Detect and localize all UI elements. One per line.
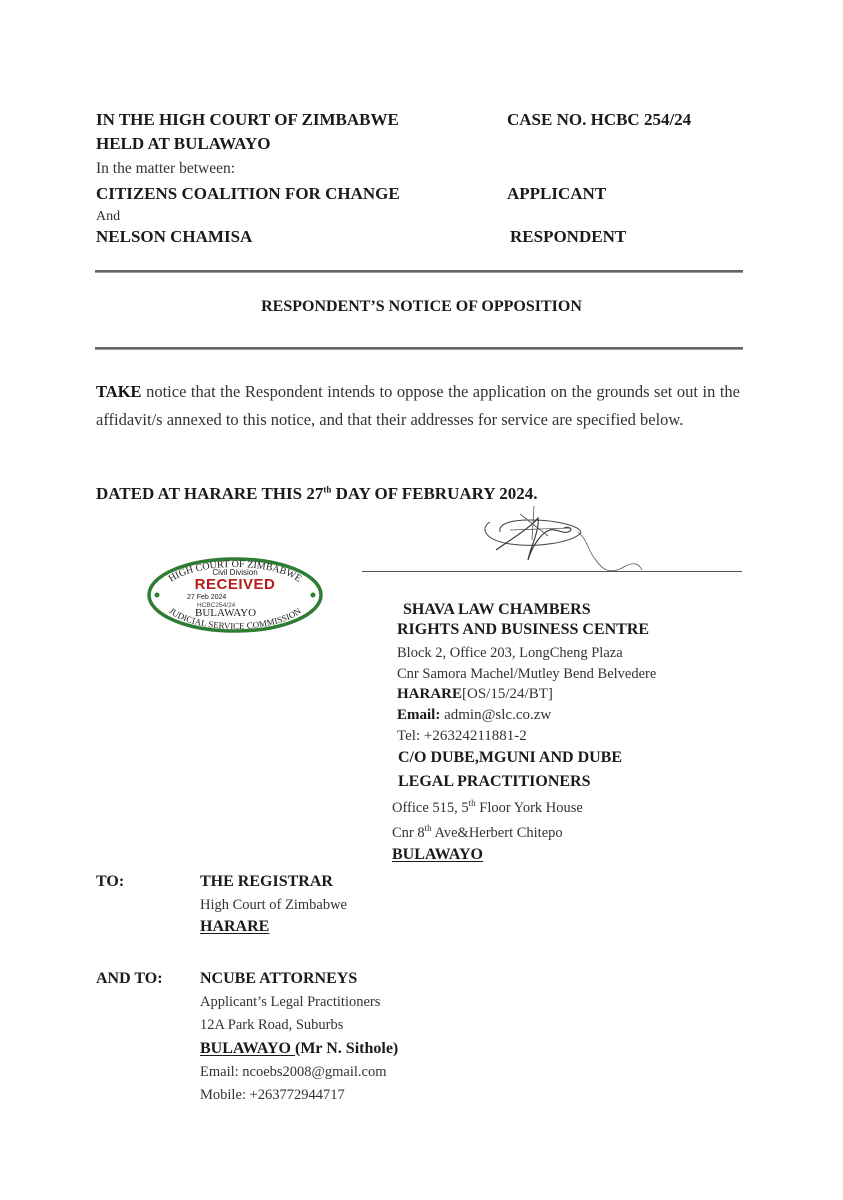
respondent-role: RESPONDENT [510,227,627,246]
and-word: And [96,209,121,224]
to-name: THE REGISTRAR [200,873,333,890]
dated-prefix: DATED AT HARARE THIS 27 [96,484,324,503]
co-addr2-post: Ave&Herbert Chitepo [431,824,563,841]
co-addr1-pre: Office 515, 5 [392,799,469,816]
and-to-line1: Applicant’s Legal Practitioners [200,994,381,1010]
notice-body [96,378,740,433]
care-of-city: BULAWAYO [392,846,483,863]
signature-line [362,571,742,572]
title-rule-bottom [95,347,743,350]
and-to-line2: 12A Park Road, Suburbs [200,1017,344,1033]
firm-email[interactable]: admin@slc.co.zw [440,707,552,723]
co-addr2-sup: th [424,823,432,833]
firm-email-line [397,707,551,724]
care-of-firm: C/O DUBE,MGUNI AND DUBE [398,749,623,766]
signature [470,500,670,580]
stamp-top-arc: HIGH COURT OF ZIMBABWE [166,558,304,585]
care-of-firm-2: LEGAL PRACTITIONERS [398,773,591,790]
firm-tel: Tel: +26324211881-2 [397,728,527,744]
matter-between: In the matter between: [96,160,236,177]
notice-text: notice that the Respondent intends to oppose the application on the grounds set out in the affidavit/s annexed to this notice, and that their addresses for service are specified below. [96,382,740,429]
and-to-mobile: Mobile: +263772944717 [200,1087,345,1103]
to-line1: High Court of Zimbabwe [200,897,347,913]
care-of-address-1 [392,798,583,817]
applicant-role: APPLICANT [507,184,607,203]
firm-address-2: Cnr Samora Machel/Mutley Bend Belvedere [397,666,657,682]
and-to-label: AND TO: [96,970,163,987]
respondent-name: NELSON CHAMISA [96,227,253,246]
and-to-email[interactable]: Email: ncoebs2008@gmail.com [200,1064,387,1080]
and-to-city-line [200,1040,398,1058]
stamp-received: RECEIVED [194,576,276,593]
applicant-name: CITIZENS COALITION FOR CHANGE [96,184,400,203]
court-location: HELD AT BULAWAYO [96,134,271,153]
co-addr1-post: Floor York House [475,799,583,816]
to-city: HARARE [200,918,270,935]
stamp-case-ref: HCBC254/24 [197,602,236,609]
dated-suffix: DAY OF FEBRUARY 2024. [331,484,538,503]
dated-sup: th [323,484,332,495]
stamp-bottom-arc: JUDICIAL SERVICE COMMISSION [167,605,303,632]
stamp-date: 27 Feb 2024 [187,594,227,601]
court-name: IN THE HIGH COURT OF ZIMBABWE [96,110,399,129]
care-of-address-2 [392,823,563,842]
take-word: TAKE [96,382,142,401]
title-rule-top [95,270,743,273]
firm-city-line [397,686,553,703]
firm-email-label: Email: [397,707,441,723]
firm-ref: [OS/15/24/BT] [462,686,553,702]
firm-centre: RIGHTS AND BUSINESS CENTRE [397,621,650,638]
document-title: RESPONDENT’S NOTICE OF OPPOSITION [261,298,582,315]
firm-address-1: Block 2, Office 203, LongCheng Plaza [397,645,623,661]
co-addr2-pre: Cnr 8 [392,824,425,841]
stamp-arc-text [145,555,325,635]
and-to-city: BULAWAYO [200,1040,295,1057]
to-label: TO: [96,873,125,890]
firm-name: SHAVA LAW CHAMBERS [403,601,591,618]
received-stamp [145,555,325,635]
stamp-city: BULAWAYO [195,607,257,619]
and-to-attn: (Mr N. Sithole) [295,1040,399,1057]
and-to-name: NCUBE ATTORNEYS [200,970,358,987]
firm-city: HARARE [397,686,463,702]
case-number: CASE NO. HCBC 254/24 [507,110,692,129]
co-addr1-sup: th [468,798,476,808]
stamp-division: Civil Division [212,568,258,577]
